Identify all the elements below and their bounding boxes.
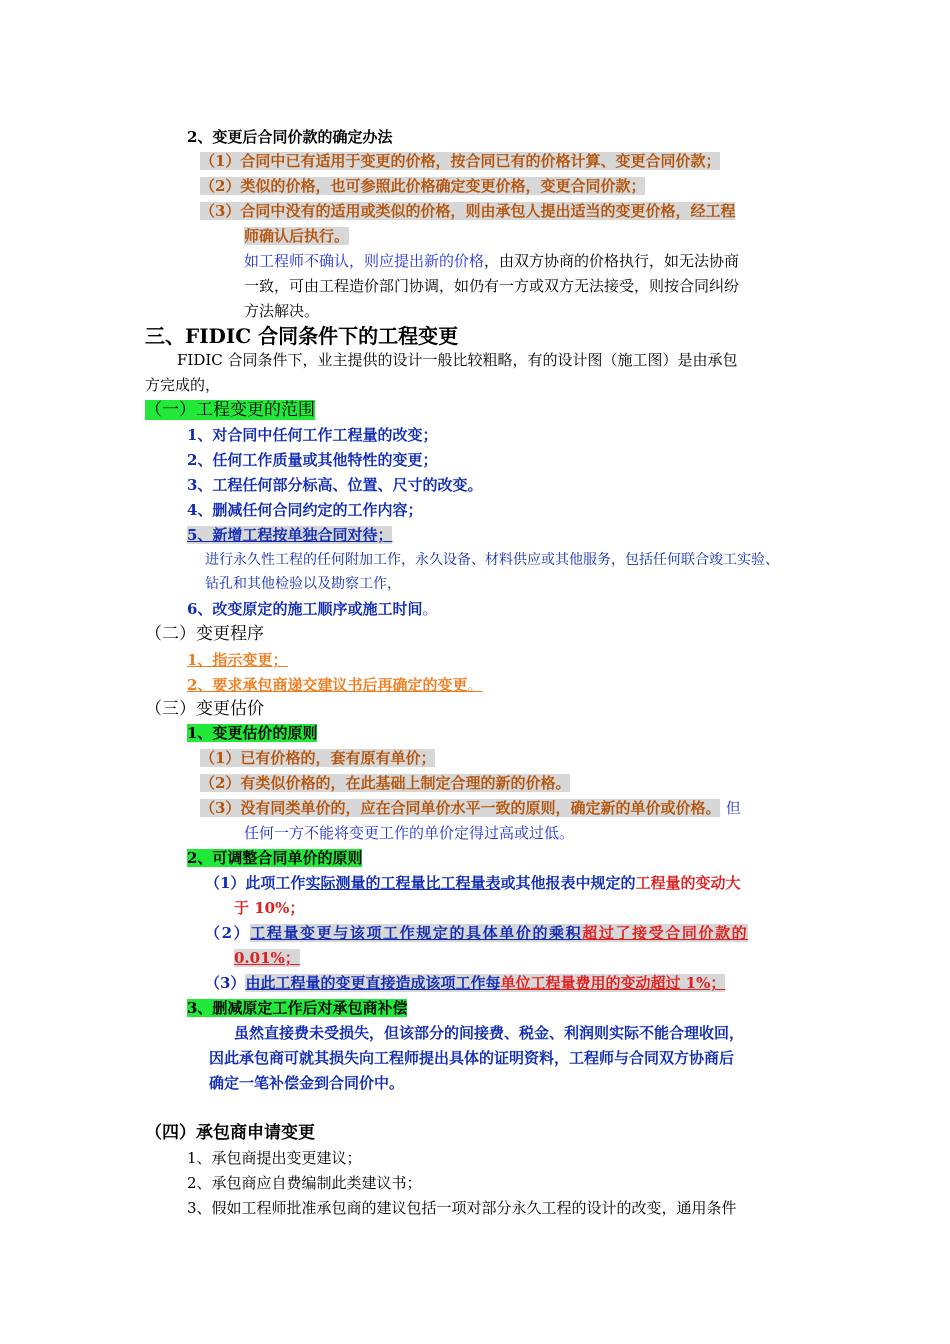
list-item-text: 1、指示变更；	[187, 651, 288, 669]
note-paragraph: 一致，可由工程造价部门协调，如仍有一方或双方无法接受，则按合同纠纷	[244, 277, 740, 295]
list-item: 3、工程任何部分标高、位置、尺寸的改变。	[187, 476, 483, 494]
item-red: 0.01%；	[234, 949, 300, 967]
list-item	[200, 150, 720, 172]
scope-note: 进行永久性工程的任何附加工作，永久设备、材料供应或其他服务，包括任何联合竣工实验、	[205, 552, 779, 568]
section-heading: （四）承包商申请变更	[145, 1123, 315, 1143]
list-item: 1、承包商提出变更建议；	[187, 1149, 362, 1167]
subsection-title	[187, 997, 407, 1019]
subsection-title-text: 2、可调整合同单价的原则	[187, 849, 363, 867]
list-item-text: 6、改变原定的施工顺序或施工时间	[187, 600, 423, 618]
intro-paragraph: 方完成的，	[145, 376, 221, 394]
note-paragraph: 方法解决。	[244, 302, 320, 320]
list-item	[200, 200, 735, 222]
paragraph: 确定一笔补偿金到合同价中。	[209, 1074, 405, 1092]
list-item-text: 2、要求承包商递交建议书后再确定的变更	[187, 676, 468, 694]
list-item	[200, 797, 741, 819]
list-item-end: 。	[422, 600, 438, 618]
paragraph: 虽然直接费未受损失，但该部分的间接费、税金、利润则实际不能合理收回，	[234, 1024, 745, 1042]
section-heading-text: （一）工程变更的范围	[145, 400, 315, 420]
chapter-heading: 三、FIDIC 合同条件下的工程变更	[145, 324, 459, 348]
paragraph: 因此承包商可就其损失向工程师提出具体的证明资料，工程师与合同双方协商后	[209, 1049, 735, 1067]
list-item-continuation	[234, 947, 300, 969]
item-underlined: 实际测量的工程量比工程量表	[305, 874, 501, 892]
list-item-tail: 但	[725, 799, 741, 817]
note-text: ，由双方协商的价格执行，如无法协商	[484, 252, 740, 270]
list-item	[187, 598, 437, 620]
list-item-text: 师确认后执行。	[244, 227, 350, 245]
list-item: 2、任何工作质量或其他特性的变更；	[187, 451, 438, 469]
section-title: 2、变更后合同价款的确定办法	[187, 128, 393, 146]
list-item-continuation	[244, 225, 349, 247]
list-item	[200, 175, 645, 197]
list-item	[205, 872, 741, 894]
item-prefix: （2）	[205, 924, 251, 942]
list-item-continuation: 于 10%；	[234, 899, 305, 917]
item-text: 或其他报表中规定的	[500, 874, 636, 892]
list-item	[205, 972, 725, 994]
section-heading: （三）变更估价	[145, 699, 264, 719]
list-item-text: （1）合同中已有适用于变更的价格，按合同已有的价格计算、变更合同价款；	[200, 152, 721, 170]
item-underlined: 由此工程量的变更直接造成该项工作每	[245, 974, 501, 992]
list-item-continuation: 任何一方不能将变更工作的单价定得过高或过低。	[244, 824, 575, 842]
list-item	[187, 524, 392, 546]
subsection-title	[187, 847, 362, 869]
note-paragraph	[244, 250, 739, 272]
section-heading: （二）变更程序	[145, 624, 264, 644]
list-item: 2、承包商应自费编制此类建议书；	[187, 1174, 422, 1192]
subsection-title	[187, 722, 317, 744]
section-heading	[145, 398, 315, 422]
subsection-title-text: 3、删减原定工作后对承包商补偿	[187, 999, 408, 1017]
list-item: 3、假如工程师批准承包商的建议包括一项对部分永久工程的设计的改变，通用条件	[187, 1199, 737, 1217]
list-item: 4、删减任何合同约定的工作内容；	[187, 501, 423, 519]
list-item	[187, 649, 287, 671]
list-item	[200, 747, 435, 769]
list-item-text: （2）类似的价格，也可参照此价格确定变更价格，变更合同价款；	[200, 177, 646, 195]
item-prefix: （1）此项工作	[205, 874, 306, 892]
list-item	[200, 772, 570, 794]
list-item	[187, 674, 482, 696]
list-item-text: （3）没有同类单价的，应在合同单价水平一致的原则，确定新的单价或价格。	[200, 799, 721, 817]
item-red: 单位工程量费用的变动超过 1%；	[500, 974, 726, 992]
list-item-end: 。	[467, 676, 483, 694]
list-item: 1、对合同中任何工作工程量的改变；	[187, 426, 438, 444]
list-item-text: （2）有类似价格的，在此基础上制定合理的新的价格。	[200, 774, 571, 792]
item-red: 工程量的变动大	[635, 874, 741, 892]
item-red: 超过了接受合同价款的	[582, 924, 749, 942]
list-item-text: （1）已有价格的，套有原有单价；	[200, 749, 436, 767]
list-item-text: 5、新增工程按单独合同对待；	[187, 526, 393, 544]
note-highlight: 如工程师不确认，则应提出新的价格	[244, 252, 485, 270]
list-item-text: （3）合同中没有的适用或类似的价格，则由承包人提出适当的变更价格，经工程	[200, 202, 736, 220]
list-item	[205, 922, 748, 944]
subsection-title-text: 1、变更估价的原则	[187, 724, 318, 742]
item-prefix: （3）	[205, 974, 246, 992]
scope-note: 钻孔和其他检验以及勘察工作，	[205, 576, 401, 592]
intro-paragraph: FIDIC 合同条件下，业主提供的设计一般比较粗略，有的设计图（施工图）是由承包	[177, 351, 738, 369]
item-underlined: 工程量变更与该项工作规定的具体单价的乘积	[250, 924, 583, 942]
